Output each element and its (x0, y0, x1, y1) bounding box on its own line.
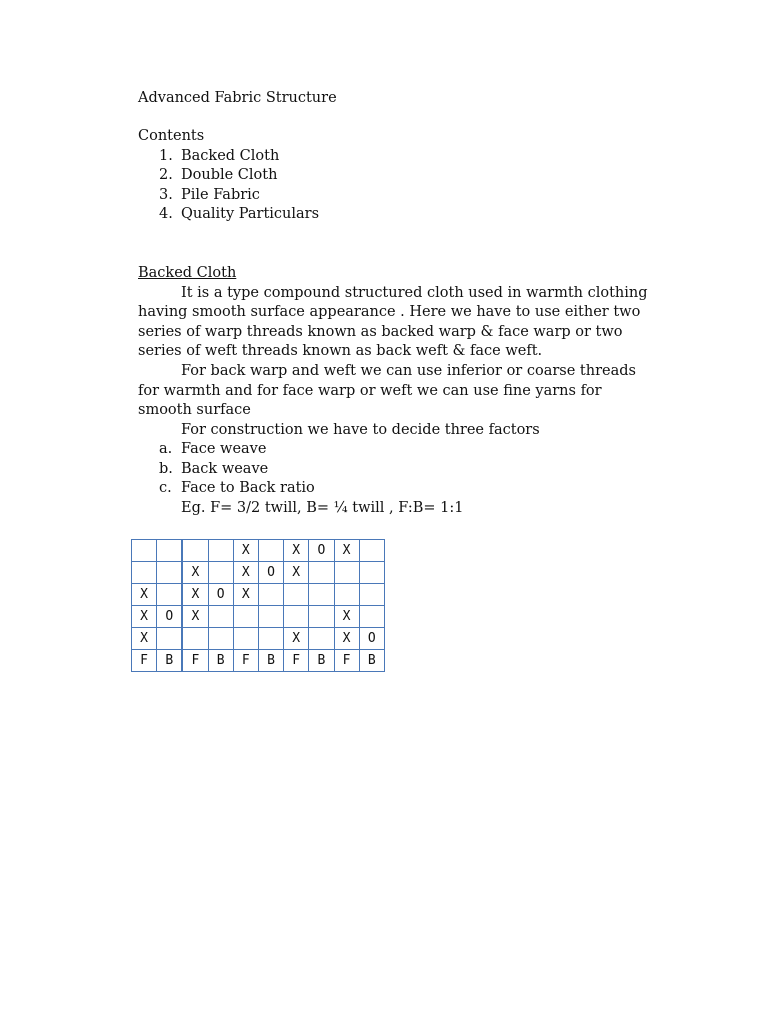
grid-cell: X (334, 628, 359, 650)
grid-cell (157, 540, 183, 562)
grid-cell (157, 584, 183, 606)
grid-cell (157, 562, 183, 584)
grid-cell (132, 562, 157, 584)
grid-cell (359, 540, 384, 562)
grid-cell (258, 606, 283, 628)
grid-cell: F (334, 650, 359, 672)
grid-cell: X (233, 540, 258, 562)
grid-cell (359, 584, 384, 606)
weave-design-grid (131, 539, 385, 672)
grid-cell: X (284, 540, 309, 562)
grid-cell (208, 540, 233, 562)
grid-cell: X (284, 628, 309, 650)
paragraph-line: for warmth and for face warp or weft we can use fine yarns for (138, 383, 602, 399)
grid-row (132, 606, 385, 628)
grid-cell: O (208, 584, 233, 606)
grid-cell (258, 540, 283, 562)
grid-cell: X (132, 584, 157, 606)
grid-cell: B (157, 650, 183, 672)
grid-cell: X (182, 606, 208, 628)
factor-item: Back weave (181, 461, 269, 477)
paragraph-line: series of warp threads known as backed warp & face warp or two (138, 324, 623, 340)
grid-cell (182, 540, 208, 562)
grid-cell (157, 628, 183, 650)
grid-cell (359, 562, 384, 584)
grid-cell (334, 562, 359, 584)
grid-cell (208, 628, 233, 650)
grid-cell: B (208, 650, 233, 672)
grid-cell: O (157, 606, 183, 628)
paragraph-line: smooth surface (138, 402, 251, 418)
grid-cell (258, 628, 283, 650)
paragraph-line: It is a type compound structured cloth used in warmth clothing (181, 285, 648, 301)
grid-row (132, 584, 385, 606)
contents-number: 3. (159, 187, 173, 203)
contents-heading: Contents (138, 128, 205, 144)
contents-number: 2. (159, 167, 173, 183)
section-heading: Backed Cloth (138, 265, 237, 281)
grid-cell (208, 562, 233, 584)
grid-cell: O (359, 628, 384, 650)
contents-number: 4. (159, 206, 173, 222)
factor-item: Face weave (181, 441, 267, 457)
grid-cell: O (309, 540, 334, 562)
contents-item: Quality Particulars (181, 206, 320, 222)
paragraph-line: series of weft threads known as back weft & face weft. (138, 343, 543, 359)
grid-cell: X (334, 606, 359, 628)
grid-cell (309, 606, 334, 628)
contents-item: Double Cloth (181, 167, 278, 183)
grid-cell (182, 628, 208, 650)
grid-cell: X (334, 540, 359, 562)
grid-cell (233, 606, 258, 628)
grid-cell: B (258, 650, 283, 672)
grid-cell: O (258, 562, 283, 584)
grid-cell: F (182, 650, 208, 672)
grid-cell (334, 584, 359, 606)
factor-letter: a. (159, 441, 173, 457)
grid-cell: B (309, 650, 334, 672)
example-line: Eg. F= 3/2 twill, B= ¼ twill , F:B= 1:1 (181, 500, 464, 516)
grid-row-thread-labels (132, 650, 385, 672)
paragraph-line: having smooth surface appearance . Here we have to use either two (138, 304, 641, 320)
factor-letter: c. (159, 480, 172, 496)
grid-row (132, 540, 385, 562)
factor-item: Face to Back ratio (181, 480, 315, 496)
grid-cell (284, 606, 309, 628)
grid-cell: X (132, 606, 157, 628)
grid-cell (359, 606, 384, 628)
grid-cell: F (284, 650, 309, 672)
grid-row (132, 628, 385, 650)
grid-cell: X (233, 584, 258, 606)
grid-cell (309, 584, 334, 606)
grid-cell (284, 584, 309, 606)
grid-cell: F (233, 650, 258, 672)
paragraph-line: For construction we have to decide three factors (181, 422, 540, 438)
grid-cell: X (132, 628, 157, 650)
grid-cell: X (284, 562, 309, 584)
paragraph-line: For back warp and weft we can use inferior or coarse threads (181, 363, 636, 379)
grid-cell (309, 628, 334, 650)
grid-cell (132, 540, 157, 562)
grid-cell: X (233, 562, 258, 584)
contents-number: 1. (159, 148, 173, 164)
contents-item: Backed Cloth (181, 148, 280, 164)
grid-cell: X (182, 584, 208, 606)
factor-letter: b. (159, 461, 173, 477)
grid-cell (233, 628, 258, 650)
grid-row (132, 562, 385, 584)
grid-cell (208, 606, 233, 628)
grid-cell: B (359, 650, 384, 672)
contents-item: Pile Fabric (181, 187, 260, 203)
grid-cell (309, 562, 334, 584)
grid-cell: F (132, 650, 157, 672)
grid-cell: X (182, 562, 208, 584)
grid-cell (258, 584, 283, 606)
document-title: Advanced Fabric Structure (138, 90, 337, 106)
